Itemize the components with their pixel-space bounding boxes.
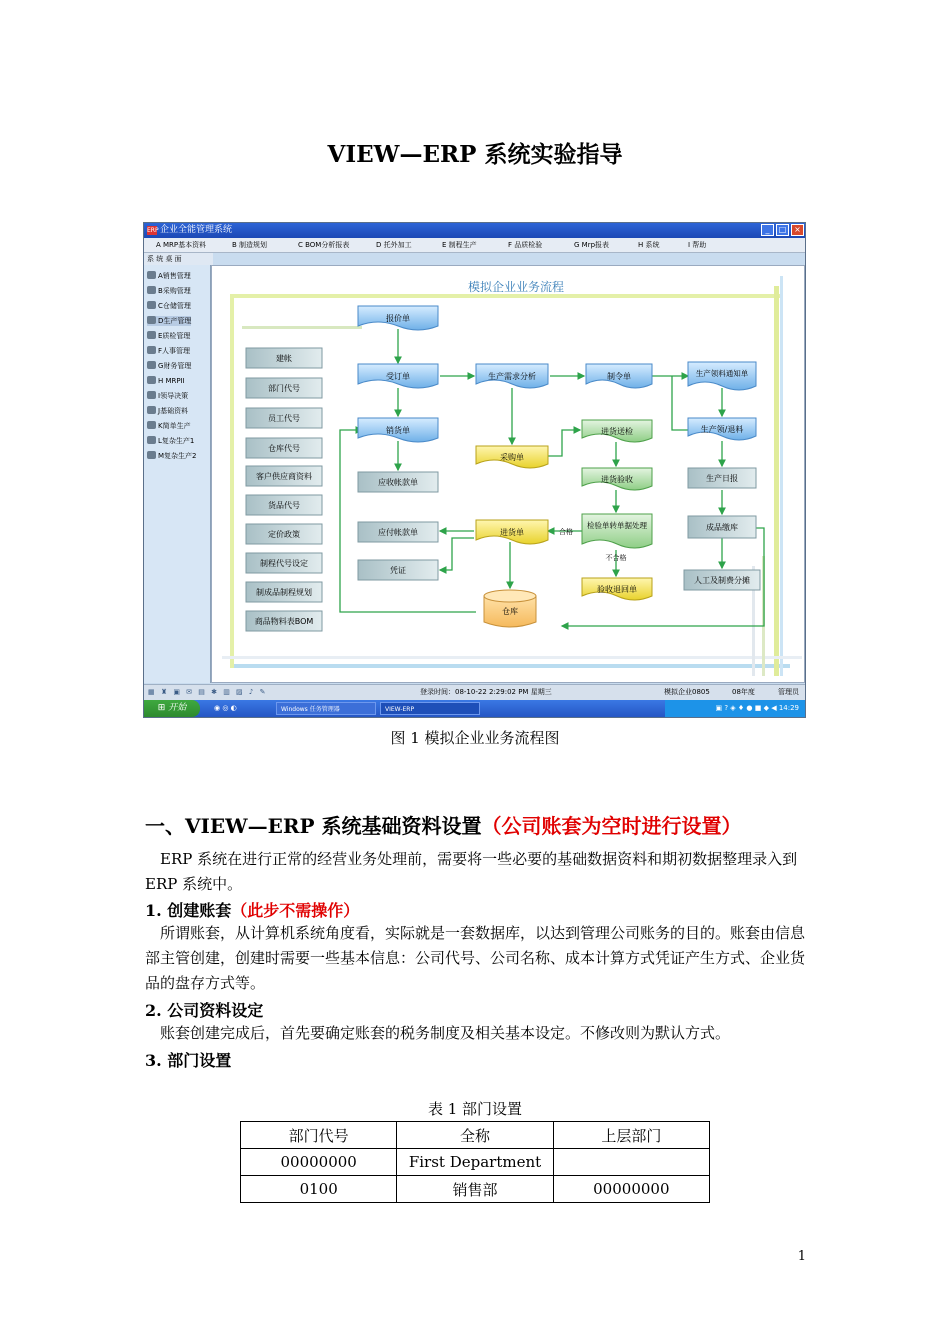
current-user: 管理员 [778, 688, 799, 696]
button-label: 建帐 [276, 354, 292, 363]
intro-paragraph: ERP 系统在进行正常的经营业务处理前，需要将一些必要的基础数据资料和期初数据整理录入到 ERP 系统中。 [145, 850, 798, 893]
clock: 14:29 [778, 704, 799, 712]
button-label: 商品物料表BOM [254, 617, 314, 626]
page-number: 1 [797, 1249, 806, 1264]
node-label: 进货单 [500, 528, 524, 537]
module-icon [147, 301, 156, 309]
sidebar-item[interactable]: G财务管理 [147, 361, 191, 371]
erp-screenshot [143, 222, 806, 718]
node-label: 应收帐款单 [378, 478, 418, 487]
table-header: 部门代号 [241, 1122, 397, 1149]
module-icon [147, 286, 156, 294]
toolbar-icons[interactable]: ▦ ♜ ▣ ✉ ▤ ✱ ▥ ▨ ♪ ✎ [148, 688, 268, 696]
taskbar [144, 700, 805, 717]
node-label: 进货验收 [601, 475, 633, 484]
module-icon [147, 391, 156, 399]
menu-item[interactable]: F 品质检验 [508, 241, 543, 249]
table-header-row [241, 1122, 710, 1149]
table-cell: 0100 [241, 1176, 397, 1203]
node-label: 人工及制费分摊 [694, 576, 750, 585]
menu-item[interactable]: H 系统 [638, 241, 660, 249]
fiscal-year: 08年度 [732, 688, 755, 696]
table-cell [553, 1149, 709, 1176]
node-label: 成品缴库 [706, 523, 738, 532]
button-label: 货品代号 [268, 501, 300, 510]
table-row [241, 1176, 710, 1203]
step3-heading: 3. 部门设置 [145, 1051, 232, 1070]
node-label: 采购单 [500, 453, 524, 462]
module-icon [147, 271, 156, 279]
tray-icons[interactable]: ▣ ? ◈ ♦ ● ■ ◆ ◀ [715, 704, 779, 712]
sidebar-item[interactable]: F人事管理 [147, 346, 190, 356]
menu-item[interactable]: G Mrp报表 [574, 241, 610, 249]
sidebar-item[interactable]: M复杂生产2 [147, 451, 197, 461]
node-label: 受订单 [386, 372, 410, 381]
module-icon [147, 361, 156, 369]
table-header: 上层部门 [553, 1122, 709, 1149]
node-label: 报价单 [386, 314, 410, 323]
menu-item[interactable]: B 制造规划 [232, 241, 268, 249]
node-label: 凭证 [390, 566, 406, 575]
windows-logo-icon: ⊞ [157, 703, 166, 713]
sidebar-tabs[interactable]: 系 统 桌 面 [144, 253, 213, 265]
node-label: 生产日报 [706, 474, 738, 483]
department-table [240, 1121, 710, 1203]
module-icon [147, 421, 156, 429]
sidebar-item[interactable]: K简单生产 [147, 421, 191, 431]
button-label: 制程代号设定 [260, 559, 308, 568]
app-logo-icon: ERP [147, 227, 159, 234]
edge-label-fail: 不合格 [605, 554, 627, 562]
button-label: 客户供应商资料 [256, 472, 312, 481]
document-title: VIEW—ERP 系统实验指导 [327, 141, 623, 168]
node-label: 验收退回单 [597, 585, 637, 594]
flow-title: 模拟企业业务流程 [467, 280, 565, 294]
menu-item[interactable]: C BOM分析报表 [298, 241, 350, 249]
system-tray [665, 700, 805, 717]
start-button[interactable]: ⊞ 开始 [144, 700, 200, 717]
node-label: 应付帐款单 [378, 528, 418, 537]
module-icon [147, 346, 156, 354]
sidebar-item[interactable]: J基础资料 [147, 406, 188, 416]
step2-paragraph: 账套创建完成后，首先要确定账套的税务制度及相关基本设定。不修改则为默认方式。 [160, 1024, 731, 1042]
node-label: 检验单转单据处理 [587, 521, 647, 530]
status-bar [144, 684, 805, 700]
module-icon [147, 376, 156, 384]
table-cell: 00000000 [553, 1176, 709, 1203]
figure-caption: 图 1 模拟企业业务流程图 [390, 729, 560, 747]
table-row [241, 1149, 710, 1176]
sidebar-item-active[interactable]: D生产管理 [147, 316, 191, 326]
node-label: 生产需求分析 [488, 372, 536, 381]
table-cell: First Department [397, 1149, 553, 1176]
table-header: 全称 [397, 1122, 553, 1149]
section-heading: 一、VIEW—ERP 系统基础资料设置（公司账套为空时进行设置） [145, 814, 742, 838]
button-label: 制成品制程规划 [256, 588, 312, 597]
node-label: 生产领/退料 [700, 425, 744, 434]
sidebar-item[interactable]: I领导决策 [147, 391, 188, 401]
company-name: 模拟企业0805 [664, 688, 710, 696]
button-label: 员工代号 [268, 414, 300, 423]
node-label: 制令单 [607, 372, 631, 381]
button-label: 定价政策 [268, 530, 300, 539]
menu-item[interactable]: E 制程生产 [442, 241, 477, 249]
edge-label-pass: 合格 [559, 528, 573, 536]
window-title: 企业全能管理系统 [160, 225, 233, 235]
module-icon [147, 331, 156, 339]
module-icon [147, 316, 156, 324]
sidebar-item[interactable]: C仓储管理 [147, 301, 191, 311]
module-icon [147, 451, 156, 459]
table-cell: 销售部 [397, 1176, 553, 1203]
node-zhuan[interactable] [582, 514, 652, 548]
button-label: 仓库代号 [268, 444, 300, 453]
menu-item[interactable]: D 托外加工 [376, 241, 412, 249]
node-label: 销货单 [386, 426, 410, 435]
step1-heading: 1. 创建账套（此步不需操作） [145, 901, 360, 920]
node-label: 生产领料通知单 [695, 369, 749, 378]
minimize-icon[interactable]: _ [761, 224, 774, 236]
menu-item[interactable]: A MRP基本资料 [156, 241, 207, 249]
step1-paragraph: 所谓账套，从计算机系统角度看，实际就是一套数据库，以达到管理公司账务的目的。账套由信息部主管创建，创建时需要一些基本信息：公司代号、公司名称、成本计算方式凭证产生方式、企业货品的盘存方式等。 [145, 924, 806, 992]
step2-heading: 2. 公司资料设定 [145, 1001, 264, 1020]
module-icon [147, 406, 156, 414]
button-label: 部门代号 [268, 384, 300, 393]
module-icon [147, 436, 156, 444]
table-caption: 表 1 部门设置 [427, 1100, 523, 1118]
flow-canvas [211, 265, 805, 683]
table-cell: 00000000 [241, 1149, 397, 1176]
step1-note: （此步不需操作） [231, 901, 360, 920]
sidebar-item[interactable]: B采购管理 [147, 286, 191, 296]
task-view-erp[interactable]: VIEW-ERP [380, 702, 480, 715]
close-icon[interactable]: × [791, 224, 804, 236]
sidebar-item[interactable]: L复杂生产1 [147, 436, 194, 446]
node-label: 仓库 [502, 607, 518, 616]
menu-bar [144, 238, 805, 253]
section-heading-note: （公司账套为空时进行设置） [481, 814, 742, 838]
quicklaunch-icons[interactable]: ◉ ◎ ◐ [214, 704, 237, 712]
sidebar-item[interactable]: H MRPII [147, 376, 185, 385]
sidebar [144, 265, 211, 683]
window-titlebar [144, 223, 805, 238]
task-taskmgr[interactable]: Windows 任务管理器 [276, 702, 376, 715]
node-label: 进货送检 [601, 427, 633, 436]
maximize-icon[interactable]: □ [776, 224, 789, 236]
login-time: 登录时间：08-10-22 2:29:02 PM 星期三 [420, 688, 552, 696]
sidebar-item[interactable]: E质检管理 [147, 331, 190, 341]
menu-item[interactable]: I 帮助 [688, 241, 707, 249]
sidebar-item[interactable]: A销售管理 [147, 271, 191, 281]
